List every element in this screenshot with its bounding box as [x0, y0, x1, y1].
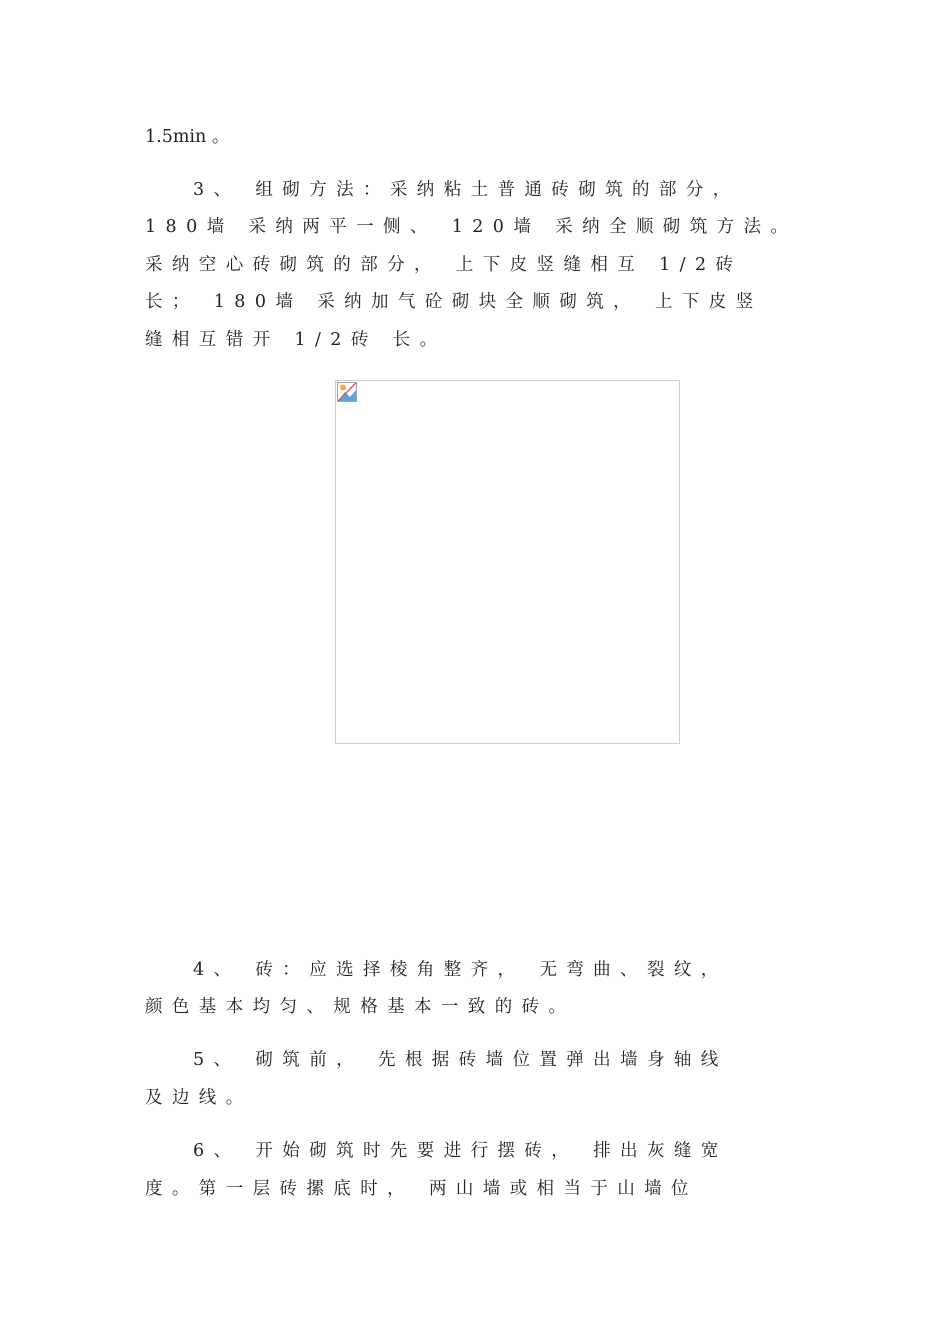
paragraph-line: 长； 180墙 采纳加气砼砌块全顺砌筑， 上下皮竖 [145, 292, 763, 312]
paragraph-line: 3、 组砌方法：采纳粘土普通砖砌筑的部分， [193, 180, 740, 200]
paragraph-line: 180墙 采纳两平一侧、 120墙 采纳全顺砌筑方法。 [145, 217, 798, 237]
paragraph-line: 4、 砖：应选择棱角整齐， 无弯曲、裂纹， [193, 960, 728, 980]
broken-image-icon [337, 382, 357, 402]
paragraph-line: 采纳空心砖砌筑的部分， 上下皮竖缝相互 1/2砖 [145, 255, 743, 275]
paragraph-line: 颜色基本均匀、规格基本一致的砖。 [145, 997, 576, 1017]
paragraph-line: 及边线。 [145, 1088, 253, 1108]
paragraph-line: 6、 开始砌筑时先要进行摆砖， 排出灰缝宽 [193, 1141, 728, 1161]
paragraph-line: 5、 砌筑前， 先根据砖墙位置弹出墙身轴线 [193, 1050, 728, 1070]
top-fragment: 1.5min 。 [145, 127, 230, 147]
figure-placeholder [335, 380, 680, 744]
paragraph-line: 度。第一层砖摞底时， 两山墙或相当于山墙位 [145, 1179, 698, 1199]
paragraph-line: 缝相互错开 1/2砖 长。 [145, 330, 447, 350]
